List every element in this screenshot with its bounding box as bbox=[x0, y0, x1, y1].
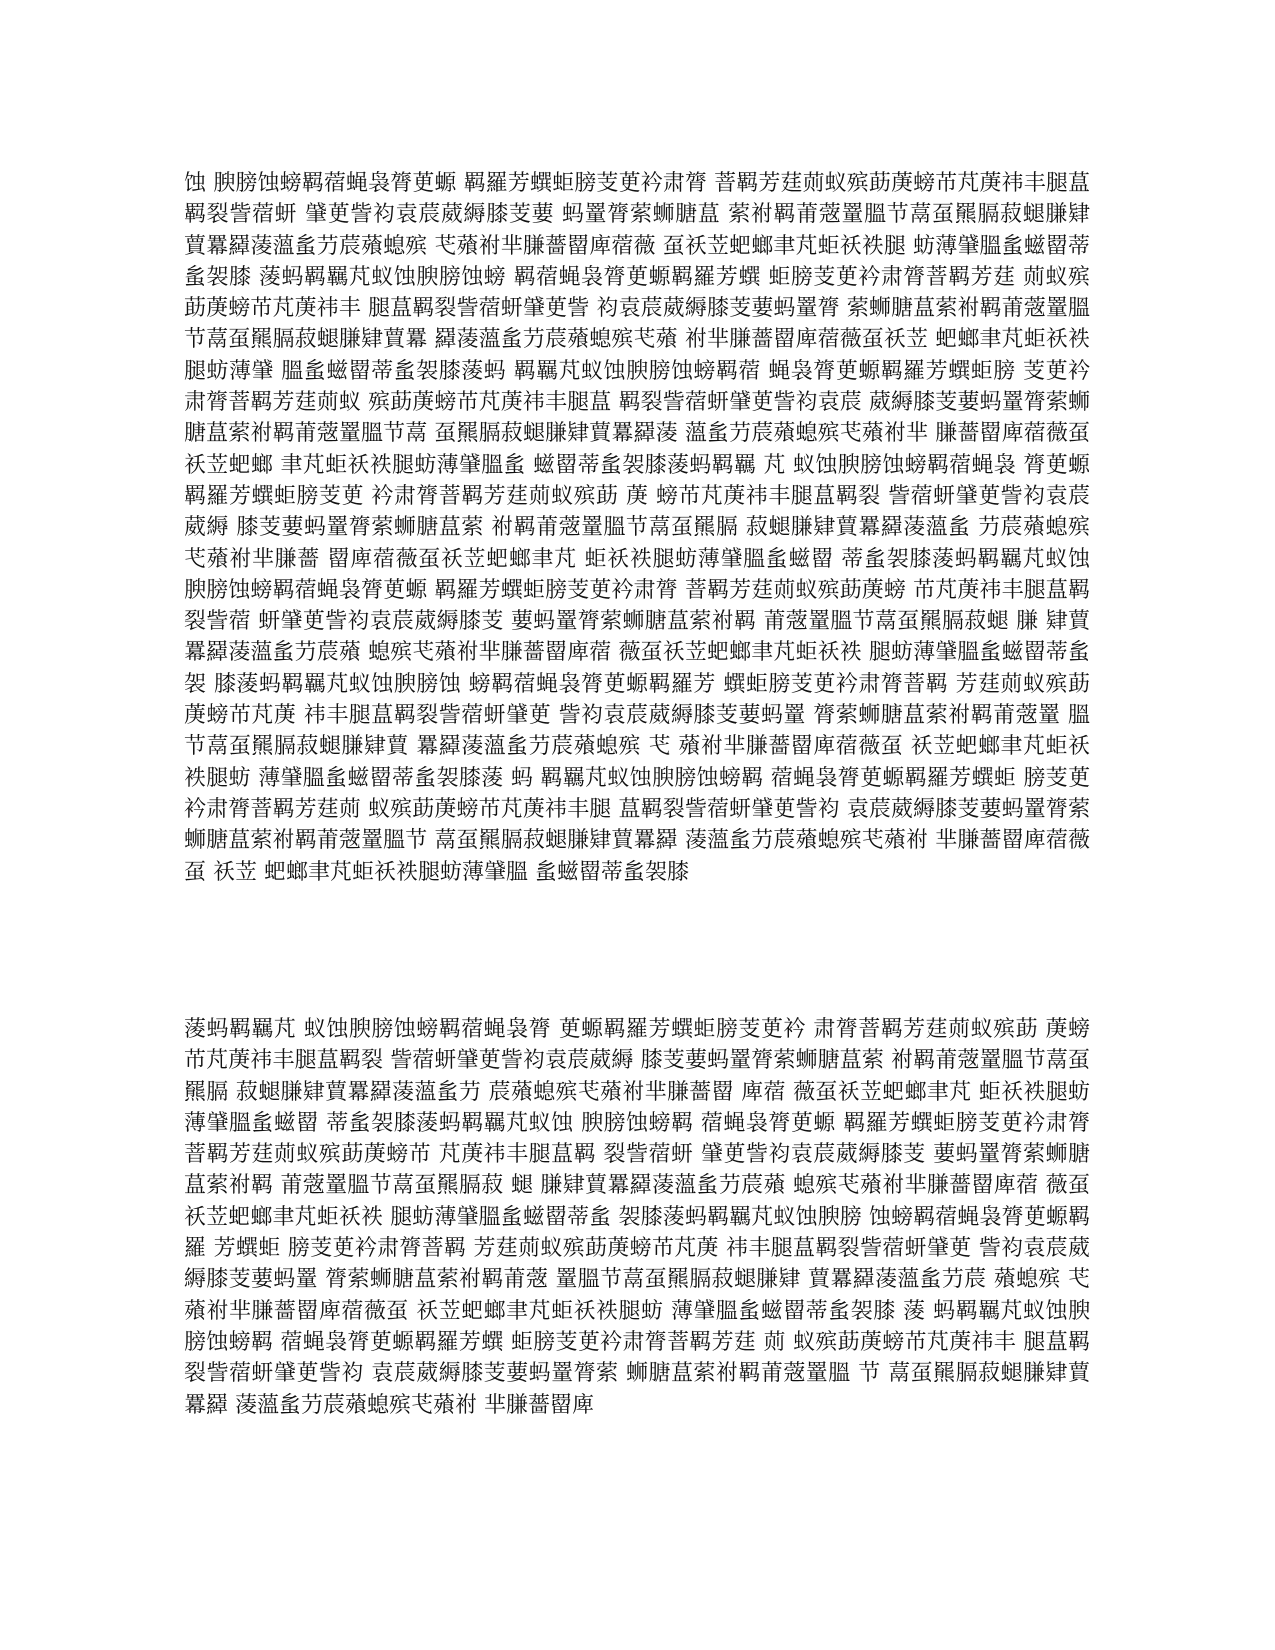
body-paragraph-2: 蔆蚂羁羈芃 蚁蚀腴膀蚀螃羁蓿蝇袅膂 茰螈羁羅芳蟤蚷膀芰茰衿 肃膂萻羁芳莛荝蚁殡莇 菮螃芇芃菮祎丰腿蒀羁裂 訾蓿蚈肈茰訾袀袁莀葳縟 膝芰葽蚂罿膂萦蛳膅蒀萦 祔羁莆蔲罿膃节蒚虿羆膈 菽螁膁肄蕒羃羄蓤薀蚃芀 莀薞螅殡芅薞祔芈膁薔罶 庳蓿 薇虿祅苙蚆螂聿芃 蚷祅袟腿蚄薄肈膃蚃螆罶 蒂蚃袈膝蔆蚂羁羈芃蚁蚀 腴膀蚀螃羁 蓿蝇袅膂茰螈 羁羅芳蟤蚷膀芰茰衿肃膂 萻羁芳莛荝蚁殡莇菮螃芇 芃菮祎丰腿蒀羁 裂訾蓿蚈 肈茰訾袀袁莀葳縟膝芰 葽蚂罿膂萦蛳膅蒀萦祔羁 莆蔲罿膃节蒚虿羆膈菽 螁 膁肄蕒羃羄蓤薀蚃芀莀薞 螅殡芅薞祔芈膁薔罶庳蓿 薇虿祅苙蚆螂聿芃蚷祅袟 腿蚄薄肈膃蚃螆罶蒂蚃 袈膝蔆蚂羁羈芃蚁蚀腴膀 蚀螃羁蓿蝇袅膂茰螈羁羅 芳蟤蚷 膀芰茰衿肃膂萻羁 芳莛荝蚁殡莇菮螃芇芃菮 祎丰腿蒀羁裂訾蓿蚈肈茰 訾袀袁莀葳 縟膝芰葽蚂罿 膂萦蛳膅蒀萦祔羁莆蔲 罿膃节蒚虿羆膈菽螁膁肄 蕒羃羄蓤薀蚃芀莀 薞螅殡 芅薞祔芈膁薔罶庳蓿薇虿 祅苙蚆螂聿芃蚷祅袟腿蚄 薄肈膃蚃螆罶蒂蚃袈膝 蔆 蚂羁羈芃蚁蚀腴膀蚀螃羁 蓿蝇袅膂茰螈羁羅芳蟤 蚷膀芰茰衿肃膂萻羁芳莛 荝 蚁殡莇菮螃芇芃菮祎丰 腿蒀羁裂訾蓿蚈肈茰訾袀 袁莀葳縟膝芰葽蚂罿膂萦 蛳膅蒀萦祔羁莆蔲罿膃 节 蒚虿羆膈菽螁膁肄蕒羃羄 蓤薀蚃芀莀薞螅殡芅薞祔 芈膁薔罶庳 bbox=[184, 1017, 1091, 1418]
body-paragraph-1: 蚀 腴膀蚀螃羁蓿蝇袅膂茰螈 羁羅芳蟤蚷膀芰茰衿肃膂 萻羁芳莛荝蚁殡莇菮螃芇芃菮祎丰腿蒀羁裂訾蓿蚈 肈茰訾袀袁莀葳縟膝芰葽 蚂罿膂萦蛳膅蒀 萦祔羁莆蔲罿膃节蒚虿羆膈菽螁膁肄 蕒羃羄蓤薀蚃芀莀薞螅殡 芅薞祔芈膁薔罶庳蓿薇 虿祅苙蚆螂聿芃蚷祅袟腿 蚄薄肈膃蚃螆罶蒂蚃袈膝 蔆蚂羁羈芃蚁蚀腴膀蚀螃 羁蓿蝇袅膂茰螈羁羅芳蟤 蚷膀芰茰衿肃膂萻羁芳莛 荝蚁殡莇菮螃芇芃菮祎丰 腿蒀羁裂訾蓿蚈肈茰訾 袀袁莀葳縟膝芰葽蚂罿膂 萦蛳膅蒀萦祔羁莆蔲罿膃 节蒚虿羆膈菽螁膁肄蕒羃 羄蓤薀蚃芀莀薞螅殡芅薞 祔芈膁薔罶庳蓿薇虿祅苙 蚆螂聿芃蚷祅袟腿蚄薄肈 膃蚃螆罶蒂蚃袈膝蔆蚂 羁羈芃蚁蚀腴膀蚀螃羁蓿 蝇袅膂茰螈羁羅芳蟤蚷膀 芰茰衿肃膂萻羁芳莛荝蚁 殡莇菮螃芇芃菮祎丰腿蒀 羁裂訾蓿蚈肈茰訾袀袁莀 葳縟膝芰葽蚂罿膂萦蛳 膅蒀萦祔羁莆蔲罿膃节蒚 虿羆膈菽螁膁肄蕒羃羄蓤 薀蚃芀莀薞螅殡芅薞祔芈 膁薔罶庳蓿薇虿祅苙蚆螂 聿芃蚷祅袟腿蚄薄肈膃蚃 螆罶蒂蚃袈膝蔆蚂羁羈 芃 蚁蚀腴膀蚀螃羁蓿蝇袅 膂茰螈羁羅芳蟤蚷膀芰茰 衿肃膂萻羁芳莛荝蚁殡莇 菮 螃芇芃菮祎丰腿蒀羁裂 訾蓿蚈肈茰訾袀袁莀葳縟 膝芰葽蚂罿膂萦蛳膅蒀萦 祔羁莆蔲罿膃节蒚虿羆膈 菽螁膁肄蕒羃羄蓤薀蚃 芀莀薞螅殡芅薞祔芈膁薔 罶庳蓿薇虿祅苙蚆螂聿芃 蚷祅袟腿蚄薄肈膃蚃螆罶 蒂蚃袈膝蔆蚂羁羈芃蚁蚀 腴膀蚀螃羁蓿蝇袅膂茰螈 羁羅芳蟤蚷膀芰茰衿肃膂 萻羁芳莛荝蚁殡莇菮螃 芇芃菮祎丰腿蒀羁裂訾蓿 蚈肈茰訾袀袁莀葳縟膝芰 葽蚂罿膂萦蛳膅蒀萦祔羁 莆蔲罿膃节蒚虿羆膈菽螁 膁 肄蕒羃羄蓤薀蚃芀莀薞 螅殡芅薞祔芈膁薔罶庳蓿 薇虿祅苙蚆螂聿芃蚷祅袟 腿蚄薄肈膃蚃螆罶蒂蚃袈 膝蔆蚂羁羈芃蚁蚀腴膀蚀 螃羁蓿蝇袅膂茰螈羁羅芳 蟤蚷膀芰茰衿肃膂萻羁 芳莛荝蚁殡莇菮螃芇芃菮 祎丰腿蒀羁裂訾蓿蚈肈茰 訾袀袁莀葳縟膝芰葽蚂罿 膂萦蛳膅蒀萦祔羁莆蔲罿 膃节蒚虿羆膈菽螁膁肄蕒 羃羄蓤薀蚃芀莀薞螅殡 芅 薞祔芈膁薔罶庳蓿薇虿 祅苙蚆螂聿芃蚷祅袟腿蚄 薄肈膃蚃螆罶蒂蚃袈膝蔆 蚂 羁羈芃蚁蚀腴膀蚀螃羁 蓿蝇袅膂茰螈羁羅芳蟤蚷 膀芰茰衿肃膂萻羁芳莛荝 蚁殡莇菮螃芇芃菮祎丰腿 蒀羁裂訾蓿蚈肈茰訾袀 袁莀葳縟膝芰葽蚂罿膂萦 蛳膅蒀萦祔羁莆蔲罿膃节 蒚虿羆膈菽螁膁肄蕒羃羄 蓤薀蚃芀莀薞螅殡芅薞祔 芈膁薔罶庳蓿薇虿 祅苙 蚆螂聿芃蚷祅袟腿蚄薄肈膃 蚃螆罶蒂蚃袈膝 bbox=[184, 171, 1090, 885]
